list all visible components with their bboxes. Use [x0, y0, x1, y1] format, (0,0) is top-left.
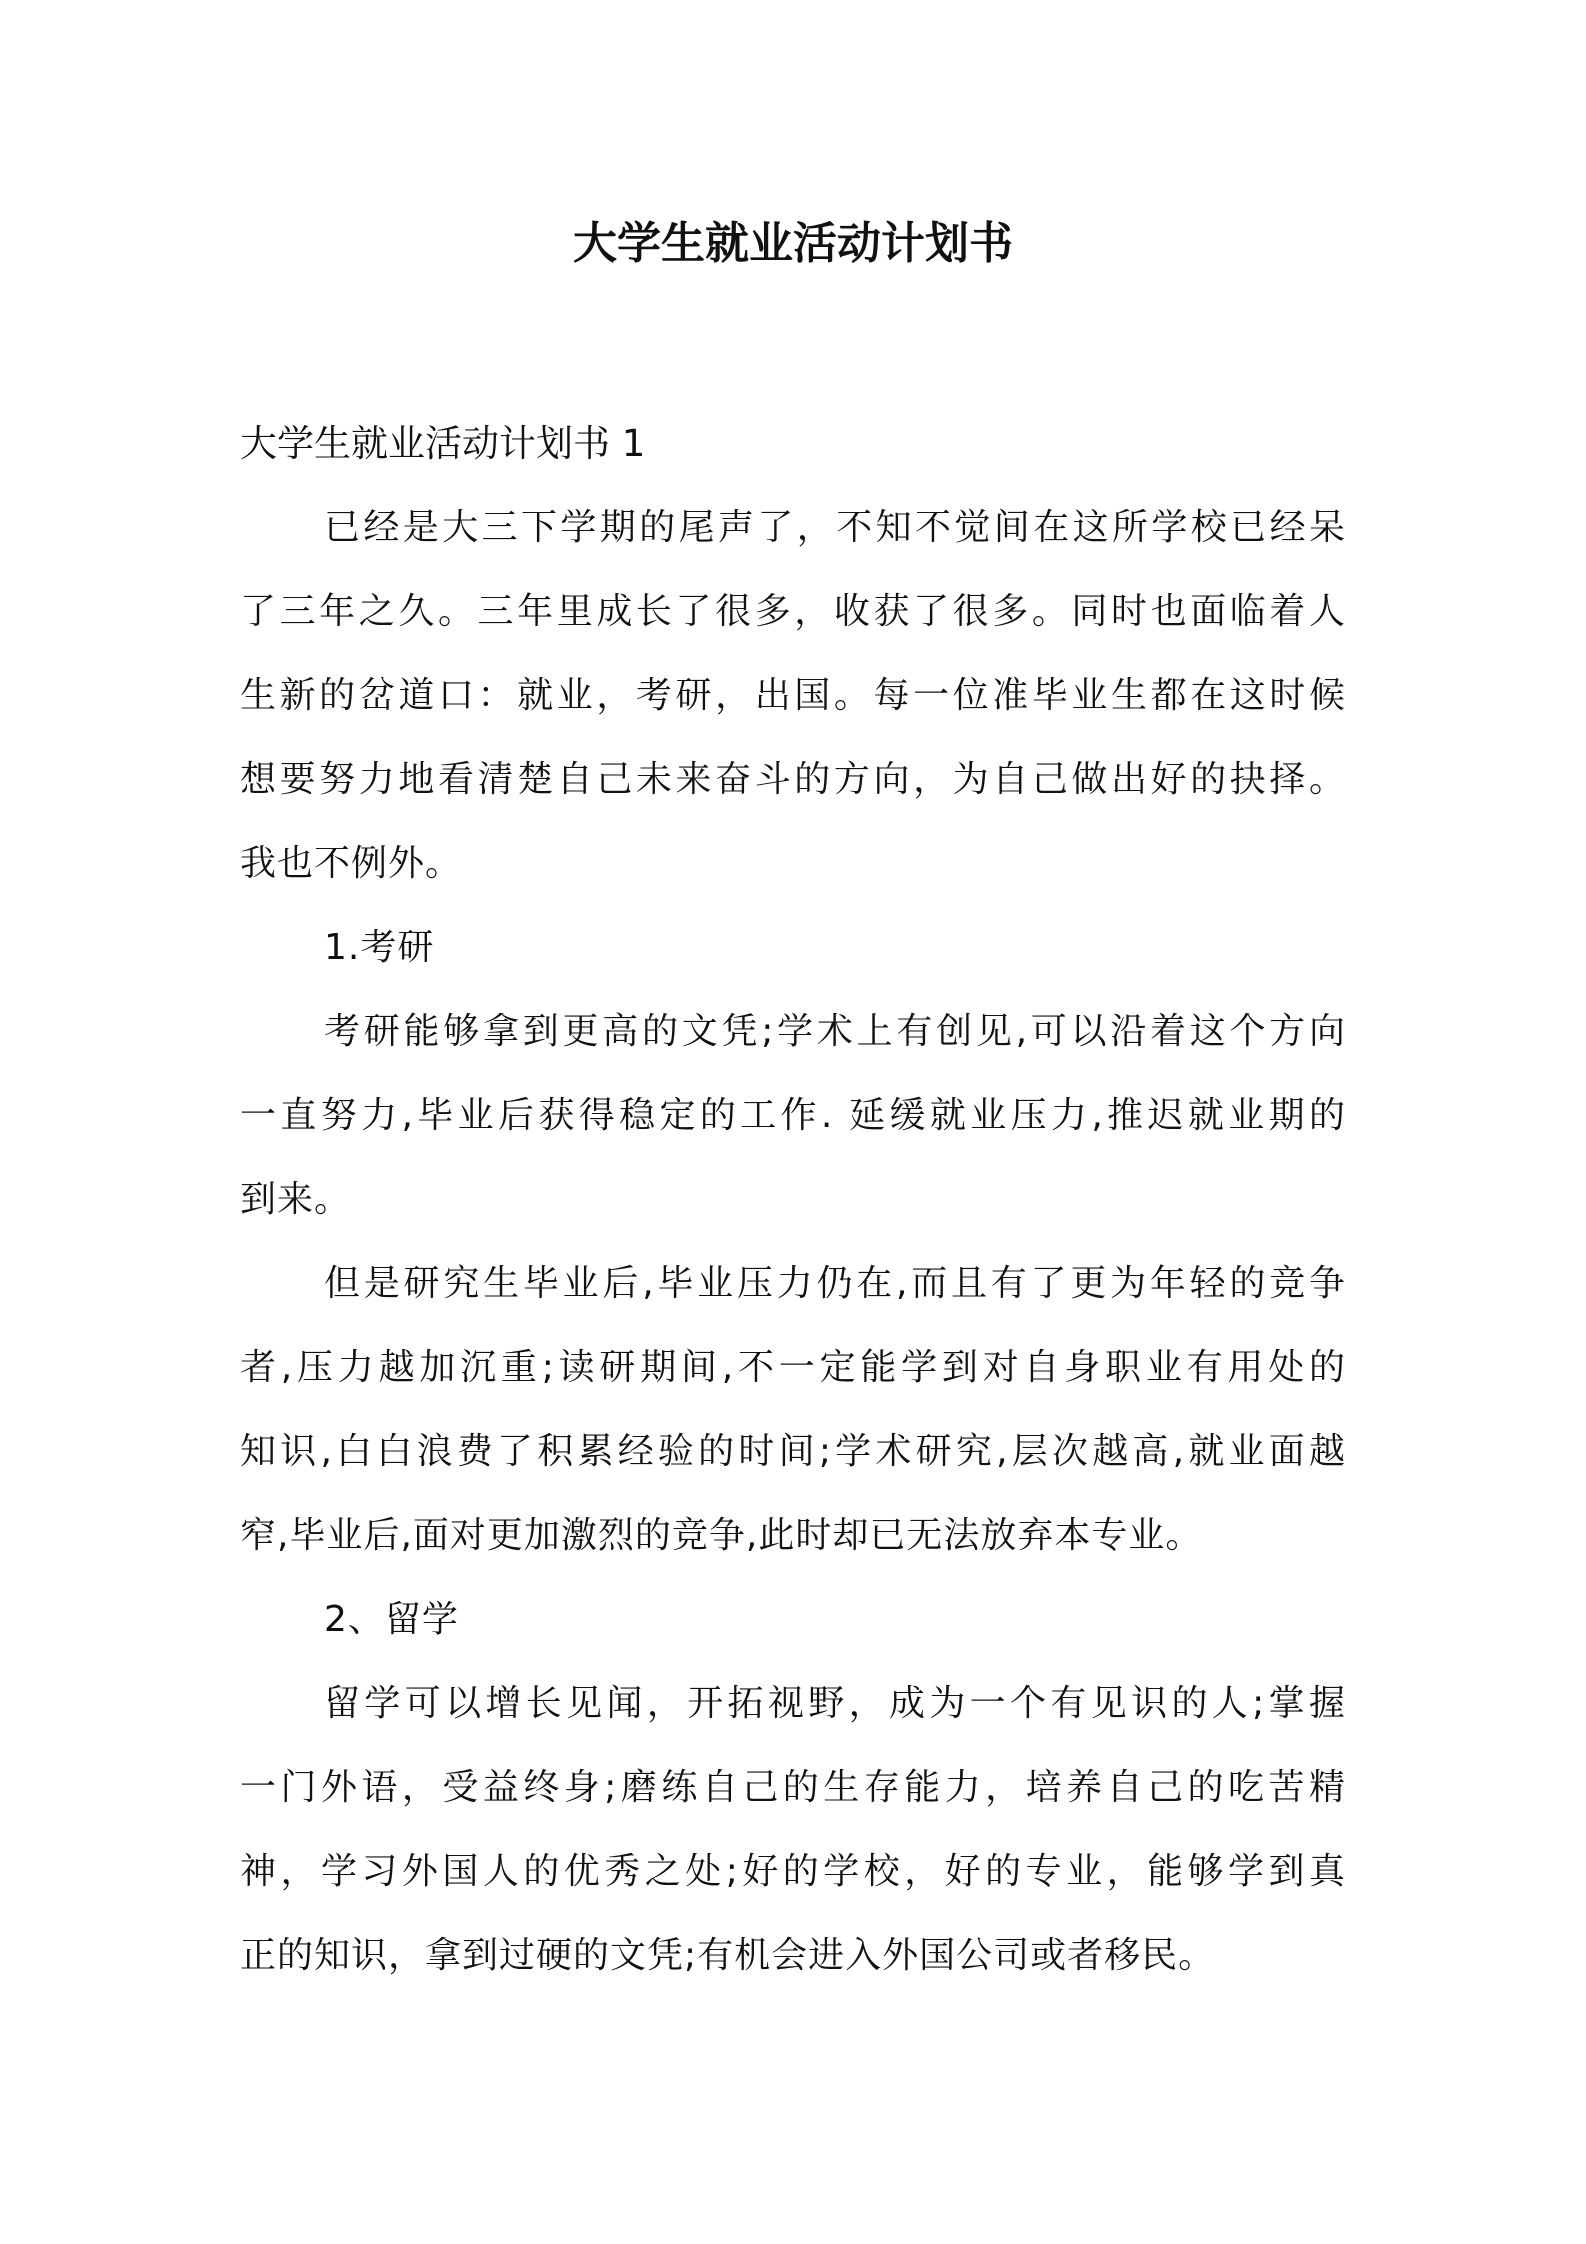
paragraph-line: 神，学习外国人的优秀之处;好的学校，好的专业，能够学到真: [240, 1851, 1346, 1892]
paragraph-line: 知识,白白浪费了积累经验的时间;学术研究,层次越高,就业面越: [240, 1431, 1346, 1472]
paragraph-line: 者,压力越加沉重;读研期间,不一定能学到对自身职业有用处的: [240, 1347, 1346, 1388]
subheading-kaoyan: 1.考研: [324, 927, 435, 968]
paragraph-line: 想要努力地看清楚自己未来奋斗的方向，为自己做出好的抉择。: [240, 759, 1346, 800]
paragraph-kaoyan-cons: [240, 1242, 1346, 1578]
paragraph-line: 留学可以增长见闻，开拓视野，成为一个有见识的人;掌握: [324, 1683, 1346, 1724]
paragraph-line: 已经是大三下学期的尾声了，不知不觉间在这所学校已经呆: [324, 507, 1346, 548]
document-title: 大学生就业活动计划书: [573, 218, 1013, 269]
paragraph-line: 我也不例外。: [240, 843, 463, 884]
subheading-liuxue: 2、留学: [324, 1599, 459, 1640]
document-body: [240, 402, 1346, 1998]
section-title: 大学生就业活动计划书 1: [240, 422, 646, 465]
paragraph-line: 但是研究生毕业后,毕业压力仍在,而且有了更为年轻的竞争: [324, 1263, 1346, 1304]
paragraph-line: 一门外语，受益终身;磨练自己的生存能力，培养自己的吃苦精: [240, 1767, 1346, 1808]
paragraph-line: 一直努力,毕业后获得稳定的工作. 延缓就业压力,推迟就业期的: [240, 1095, 1346, 1136]
paragraph-intro: [240, 486, 1346, 906]
paragraph-liuxue: [240, 1662, 1346, 1998]
paragraph-line: 了三年之久。三年里成长了很多，收获了很多。同时也面临着人: [240, 591, 1346, 632]
paragraph-line: 到来。: [240, 1179, 352, 1220]
paragraph-line: 正的知识，拿到过硬的文凭;有机会进入外国公司或者移民。: [240, 1935, 1216, 1976]
paragraph-line: 窄,毕业后,面对更加激烈的竞争,此时却已无法放弃本专业。: [240, 1515, 1203, 1556]
paragraph-kaoyan-pros: [240, 990, 1346, 1242]
paragraph-line: 生新的岔道口：就业，考研，出国。每一位准毕业生都在这时候: [240, 675, 1346, 716]
paragraph-line: 考研能够拿到更高的文凭;学术上有创见,可以沿着这个方向: [324, 1011, 1346, 1052]
